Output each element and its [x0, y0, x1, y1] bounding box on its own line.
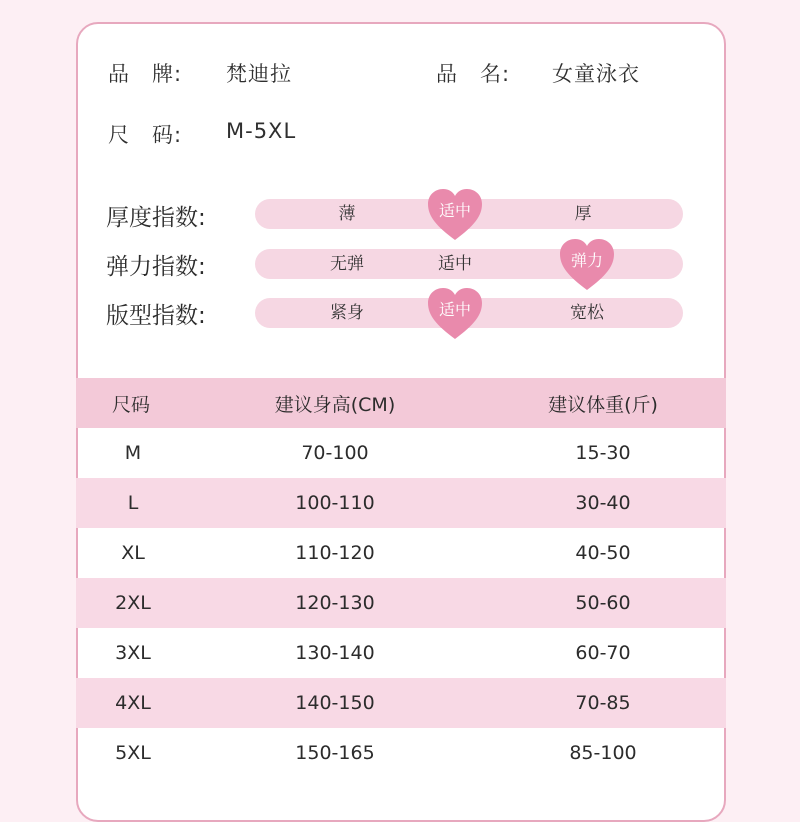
product-name-label: 品 名:	[436, 62, 511, 86]
index-option: 适中	[438, 254, 472, 274]
cell-height: 120-130	[295, 592, 375, 614]
cell-weight: 60-70	[575, 642, 631, 664]
cell-weight: 40-50	[575, 542, 631, 564]
index-option: 紧身	[330, 303, 364, 323]
cell-weight: 50-60	[575, 592, 631, 614]
cell-weight: 70-85	[575, 692, 631, 714]
header-height: 建议身高(CM)	[274, 393, 396, 416]
index-label: 弹力指数:	[106, 254, 206, 280]
index-option: 薄	[338, 204, 356, 224]
cell-height: 150-165	[295, 742, 375, 764]
index-bar	[255, 249, 683, 279]
cell-size: M	[124, 442, 142, 464]
cell-weight: 85-100	[569, 742, 637, 764]
table-header	[76, 378, 726, 428]
cell-size: 5XL	[115, 742, 151, 764]
header-size: 尺码	[112, 393, 151, 416]
size-value: M-5XL	[226, 119, 297, 143]
table-row	[76, 478, 726, 528]
index-option: 无弹	[330, 254, 364, 274]
table-row	[76, 578, 726, 628]
table-row	[76, 528, 726, 578]
size-table	[76, 378, 726, 778]
selected-option: 弹力	[570, 251, 603, 270]
cell-height: 110-120	[295, 542, 375, 564]
brand-value: 梵迪拉	[226, 62, 292, 86]
table-row	[76, 428, 726, 478]
table-row	[76, 728, 726, 778]
cell-height: 100-110	[295, 492, 375, 514]
selected-option: 适中	[438, 300, 471, 319]
index-option: 厚	[574, 204, 592, 224]
cell-height: 70-100	[301, 442, 369, 464]
cell-weight: 30-40	[575, 492, 631, 514]
cell-height: 130-140	[295, 642, 375, 664]
selected-heart-icon	[558, 236, 616, 294]
cell-height: 140-150	[295, 692, 375, 714]
brand-label: 品 牌:	[108, 62, 183, 86]
index-label: 厚度指数:	[106, 205, 206, 231]
size-label: 尺 码:	[108, 123, 183, 147]
selected-heart-icon	[426, 186, 484, 244]
index-option: 宽松	[570, 303, 604, 323]
cell-size: 2XL	[115, 592, 151, 614]
header-weight: 建议体重(斤)	[548, 393, 658, 416]
selected-heart-icon	[426, 285, 484, 343]
table-row	[76, 678, 726, 728]
cell-size: 4XL	[115, 692, 151, 714]
index-label: 版型指数:	[106, 303, 206, 329]
cell-size: 3XL	[115, 642, 151, 664]
table-row	[76, 628, 726, 678]
cell-weight: 15-30	[575, 442, 631, 464]
cell-size: L	[127, 492, 139, 514]
selected-option: 适中	[438, 201, 471, 220]
cell-size: XL	[121, 542, 145, 564]
product-name-value: 女童泳衣	[552, 62, 640, 86]
